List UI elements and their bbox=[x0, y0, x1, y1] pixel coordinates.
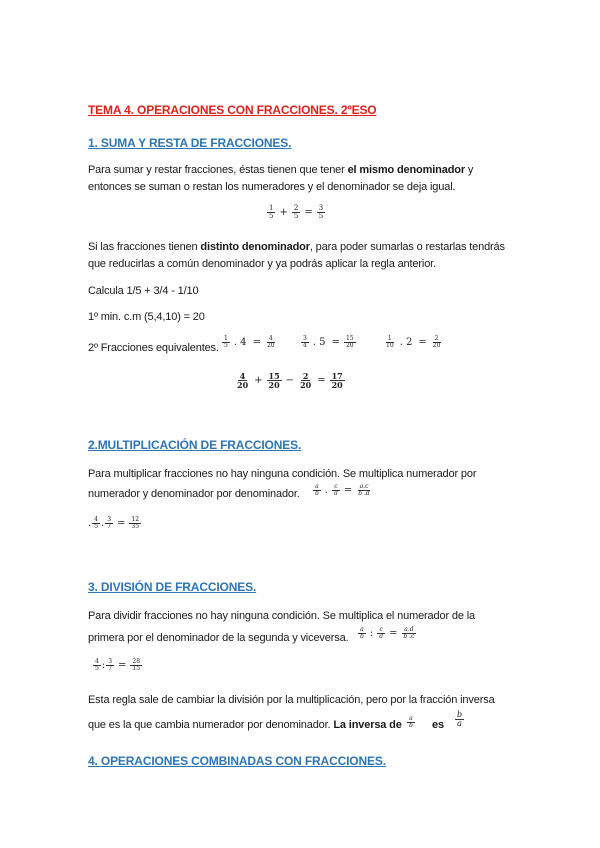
multiplication-rule: $\frac{a}{b}$ . $\frac{c}{d}$ = $\frac{a.c}{b .d}$ bbox=[315, 483, 370, 498]
inverse-es-label: es bbox=[432, 719, 444, 731]
section-1-heading: 1. SUMA Y RESTA DE FRACCIONES. bbox=[88, 136, 292, 150]
sum-equation: $\frac{1}{5}$ + $\frac{2}{5}$ = $\frac{3}{5}$ bbox=[269, 204, 324, 221]
s2-paragraph-line-1: Para multiplicar fracciones no hay ninguna condición. Se multiplica numerador por bbox=[88, 468, 477, 480]
multiplication-example: . $\frac{4}{5}$ . $\frac{3}{7}$ = $\frac{12}{35}$ bbox=[88, 516, 140, 531]
s3-paragraph-line-2: primera por el denominador de la segunda y viceversa. bbox=[88, 632, 349, 644]
final-equation: $\frac{4}{20}$ + $\frac{15}{20}$ − $\frac{2}{20}$ = $\frac{17}{20}$ bbox=[237, 371, 343, 391]
inverse-fraction-2: $\frac{b}{a}$ bbox=[457, 710, 463, 729]
equiv-fraction-2: $\frac{3}{4}$ . 5 = $\frac{15}{20}$ bbox=[303, 335, 354, 350]
s3-paragraph-line-4: que es la que cambia numerador por denominador. La inversa de bbox=[88, 719, 402, 731]
s1-paragraph-line-2: entonces se suman o restan los numeradores y el denominador se deja igual. bbox=[88, 181, 456, 193]
fraction: $\frac{2}{5}$ bbox=[293, 204, 299, 221]
s3-paragraph-line-3: Esta regla sale de cambiar la división por la multiplicación, pero por la fracción inversa bbox=[88, 694, 495, 706]
section-2-heading: 2.MULTIPLICACIÓN DE FRACCIONES. bbox=[88, 438, 302, 452]
division-rule: $\frac{a}{b}$ : $\frac{c}{d}$ = $\frac{a.d}{b .c}$ bbox=[360, 626, 415, 641]
equiv-label: 2º Fracciones equivalentes. bbox=[88, 342, 219, 354]
s1-p1c: y bbox=[464, 164, 474, 176]
equiv-fraction-3: $\frac{1}{10}$ . 2 = $\frac{2}{20}$ bbox=[386, 335, 441, 350]
inverse-fraction-1: $\frac{a}{b}$ bbox=[409, 715, 413, 730]
s1-p1a: Para sumar y restar fracciones, éstas tienen que tener bbox=[88, 164, 348, 176]
division-example: $\frac{4}{5}$ : $\frac{3}{7}$ = $\frac{28}{15}$ bbox=[95, 658, 141, 673]
s1-paragraph-line-3: Si las fracciones tienen distinto denominador, para poder sumarlas o restarlas tendrás bbox=[88, 241, 505, 253]
s3-paragraph-line-1: Para dividir fracciones no hay ninguna condición. Se multiplica el numerador de la bbox=[88, 610, 475, 622]
equiv-fraction-1: $\frac{1}{5}$ . 4 = $\frac{4}{20}$ bbox=[224, 335, 275, 350]
s2-paragraph-line-2: numerador y denominador por denominador. bbox=[88, 488, 300, 500]
section-4-heading: 4. OPERACIONES COMBINADAS CON FRACCIONES. bbox=[88, 754, 386, 768]
s1-p1-bold: el mismo denominador bbox=[347, 164, 465, 176]
s1-paragraph-line-1 bbox=[88, 163, 473, 177]
fraction: $\frac{3}{5}$ bbox=[318, 204, 324, 221]
calc-prompt: Calcula 1/5 + 3/4 - 1/10 bbox=[88, 285, 199, 297]
section-3-heading: 3. DIVISIÓN DE FRACCIONES. bbox=[88, 580, 257, 594]
mcm-step: 1º min. c.m (5,4,10) = 20 bbox=[88, 311, 205, 323]
document-title: TEMA 4. OPERACIONES CON FRACCIONES. 2ºESO bbox=[88, 103, 377, 117]
s1-paragraph-line-4: que reducirlas a común denominador y ya podrás aplicar la regla anterior. bbox=[88, 258, 436, 270]
fraction: $\frac{1}{5}$ bbox=[269, 204, 274, 221]
